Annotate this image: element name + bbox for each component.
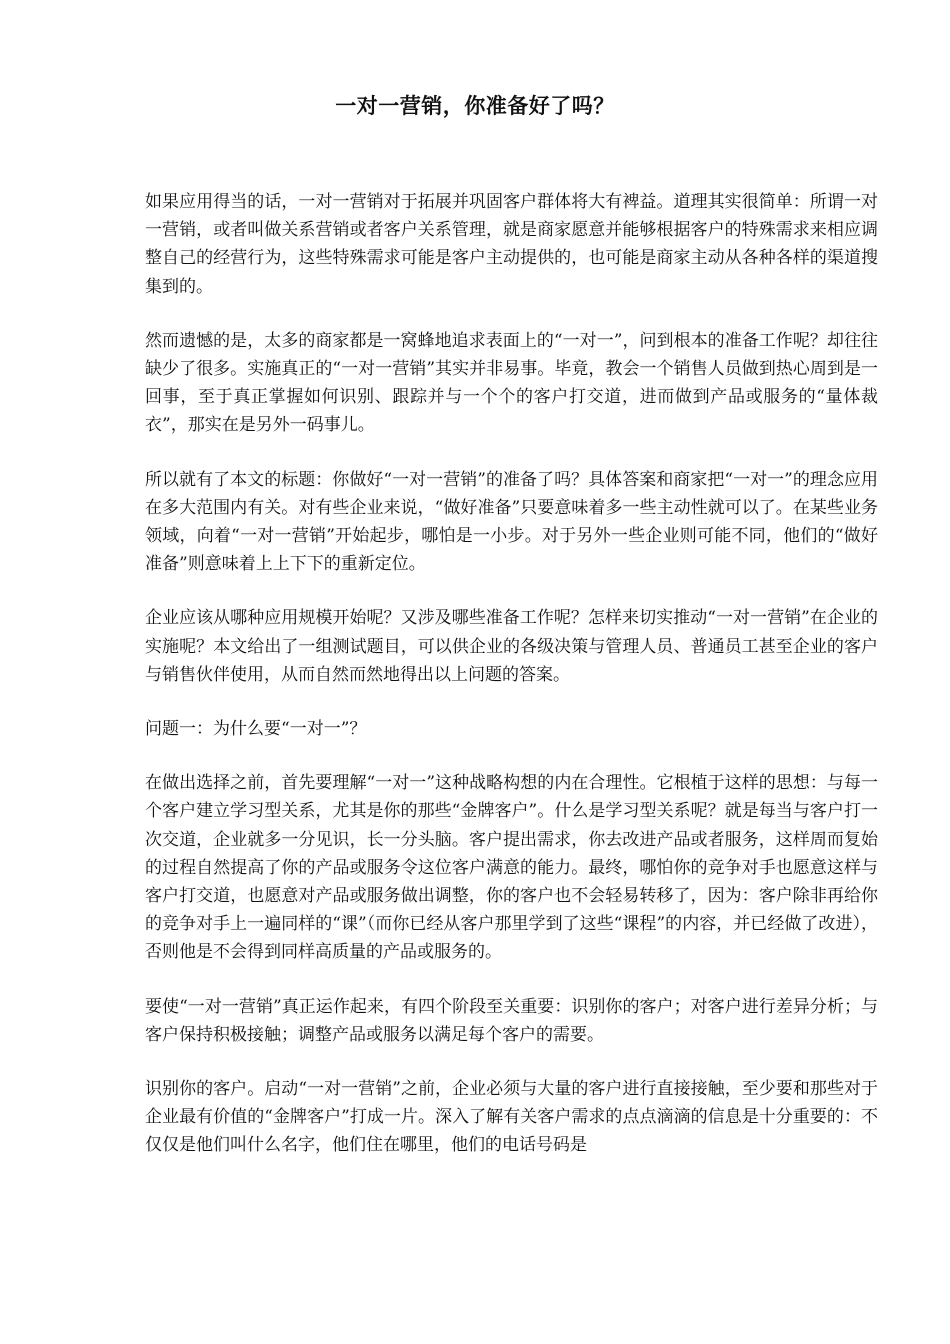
paragraph-title-explained: 所以就有了本文的标题：你做好“一对一营销”的准备了吗？具体答案和商家把“一对一”的理念应用在多大范围内有关。对有些企业来说，“做好准备”只要意味着多一些主动性就可以了。在某些业务领域，向着“一对一营销”开始起步，哪怕是一小步。对于另外一些企业则可能不同，他们的“做好准备”则意味着上上下下的重新定位。 [145, 469, 878, 575]
document-body [145, 188, 878, 1186]
paragraph-learning-relationship: 在做出选择之前，首先要理解“一对一”这种战略构想的内在合理性。它根植于这样的思想：与每一个客户建立学习型关系，尤其是你的那些“金牌客户”。什么是学习型关系呢？就是每当与客户打一次交道，企业就多一分见识，长一分头脑。客户提出需求，你去改进产品或者服务，这样周而复始的过程自然提高了你的产品或服务令这位客户满意的能力。最终，哪怕你的竞争对手也愿意这样与客户打交道，也愿意对产品或服务做出调整，你的客户也不会轻易转移了，因为：客户除非再给你的竞争对手上一遍同样的“课”（而你已经从客户那里学到了这些“课程”的内容，并已经做了改进），否则他是不会得到同样高质量的产品或服务的。 [145, 773, 878, 963]
paragraph-intro: 如果应用得当的话，一对一营销对于拓展并巩固客户群体将大有裨益。道理其实很简单：所谓一对一营销，或者叫做关系营销或者客户关系管理，就是商家愿意并能够根据客户的特殊需求来相应调整自己的经营行为，这些特殊需求可能是客户主动提供的，也可能是商家主动从各种各样的渠道搜集到的。 [145, 192, 878, 297]
paragraph-four-stages: 要使“一对一营销”真正运作起来，有四个阶段至关重要：识别你的客户；对客户进行差异分析；与客户保持积极接触；调整产品或服务以满足每个客户的需要。 [145, 996, 878, 1045]
question-heading: 问题一：为什么要“一对一”？ [145, 719, 367, 740]
paragraph-scale: 企业应该从哪种应用规模开始呢？又涉及哪些准备工作呢？怎样来切实推动“一对一营销”在企业的实施呢？本文给出了一组测试题目，可以供企业的各级决策与管理人员、普通员工甚至企业的客户与销售伙伴使用，从而自然而然地得出以上问题的答案。 [145, 608, 878, 685]
paragraph-regret: 然而遗憾的是，太多的商家都是一窝蜂地追求表面上的“一对一”，问到根本的准备工作呢？却往往缺少了很多。实施真正的“一对一营销”其实并非易事。毕竟，教会一个销售人员做到热心周到是一回事，至于真正掌握如何识别、跟踪并与一个个的客户打交道，进而做到产品或服务的“量体裁衣”，那实在是另外一码事儿。 [145, 330, 878, 436]
document-title: 一对一营销，你准备好了吗？ [335, 94, 615, 118]
paragraph-identify-customers: 识别你的客户。启动“一对一营销”之前，企业必须与大量的客户进行直接接触，至少要和那些对于企业最有价值的“金牌客户”打成一片。深入了解有关客户需求的点点滴滴的信息是十分重要的：不仅仅是他们叫什么名字，他们住在哪里，他们的电话号码是 [145, 1079, 878, 1156]
